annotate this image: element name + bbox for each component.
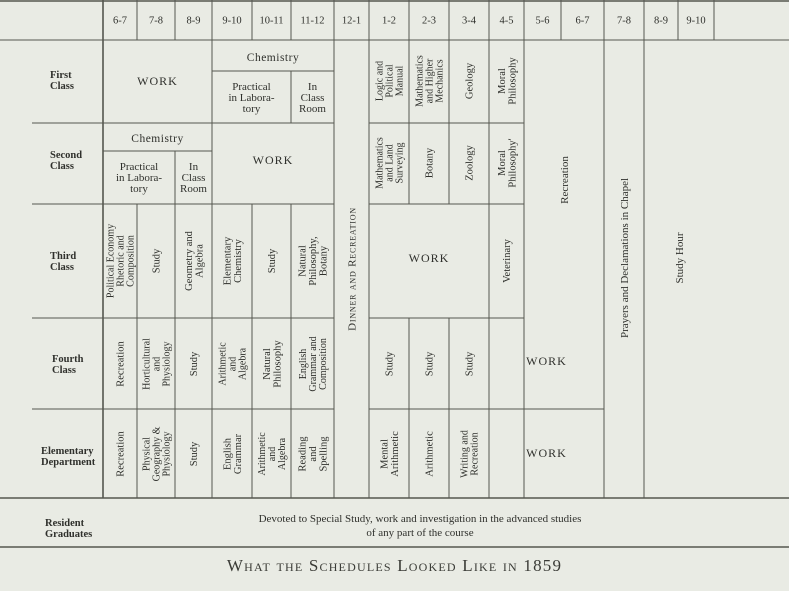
el-mental-arithmetic: MentalArithmetic — [379, 431, 401, 477]
sc-practical: Practical in Labora-tory — [115, 160, 163, 195]
fc-geology: Geology — [464, 62, 476, 100]
tc-elementary-chemistry: ElementaryChemistry — [222, 236, 244, 286]
sc-in-class-room: In Class Room — [180, 160, 207, 195]
hour-header-2: 7-8 — [149, 15, 163, 27]
el-writing-recreation: Writing andRecreation — [459, 430, 481, 478]
tc-study-1: Study — [151, 248, 163, 274]
hour-header-1: 6-7 — [113, 15, 127, 27]
fc4-study-3: Study — [424, 351, 436, 377]
hour-header-16: 9-10 — [686, 15, 706, 27]
row-label-first-class: First Class — [50, 70, 74, 93]
hour-header-5: 10-11 — [259, 15, 284, 27]
el-arithmetic-algebra: ArithmeticandAlgebra — [257, 432, 288, 476]
hour-header-8: 1-2 — [382, 15, 396, 27]
row-label-resident-graduates: Resident Graduates — [45, 518, 93, 541]
fc4-study-1: Study — [189, 351, 201, 377]
sc-moral-philosophy: MoralPhilosophy' — [496, 138, 519, 188]
hour-header-15: 8-9 — [654, 15, 668, 27]
hour-header-3: 8-9 — [186, 15, 201, 27]
tc-study-2: Study — [267, 248, 279, 274]
table-labels — [41, 16, 706, 541]
el-physical-geography: PhysicalGeography &Physiology — [141, 426, 173, 482]
fc-practical: Practical in Labora-tory — [228, 80, 275, 115]
figure-caption: What the Schedules Looked Like in 1859 — [226, 556, 563, 575]
fc-moral-philosophy: MoralPhilosophy — [496, 57, 519, 105]
sc-botany: Botany — [424, 147, 436, 179]
hour-header-14: 7-8 — [617, 15, 631, 27]
fc4-english-grammar: EnglishGrammar andComposition — [298, 336, 329, 392]
study-hour: Study Hour — [673, 232, 686, 284]
hour-header-13: 6-7 — [575, 15, 590, 27]
fc4-study-4: Study — [464, 351, 476, 377]
hour-header-7: 12-1 — [341, 15, 362, 27]
hour-header-6: 11-12 — [300, 15, 325, 27]
recreation-column: Recreation — [558, 156, 571, 204]
hour-header-10: 3-4 — [462, 15, 476, 27]
tc-veterinary: Veterinary — [502, 239, 514, 283]
dinner-and-recreation: Dinner and Recreation — [346, 207, 359, 331]
sc-chemistry: Chemistry — [131, 133, 184, 146]
fc-in-class-room: In Class Room — [299, 80, 326, 115]
fc4-study-2: Study — [384, 351, 396, 377]
el-reading-spelling: ReadingandSpelling — [297, 436, 330, 472]
graduates-text-line1: Devoted to Special Study, work and investigation in the advanced studies — [258, 512, 582, 525]
el-study: Study — [189, 441, 201, 467]
tc-geometry-algebra: Geometry andAlgebra — [183, 231, 206, 291]
sc-work: WORK — [252, 153, 294, 168]
fc4-arithmetic-algebra: ArithmeticandAlgebra — [217, 342, 249, 386]
fc-chemistry: Chemistry — [246, 52, 300, 65]
el-recreation: Recreation — [115, 431, 127, 477]
hour-header-11: 4-5 — [499, 15, 514, 27]
row-label-third-class: Third Class — [50, 251, 77, 274]
row-label-second-class: Second Class — [50, 150, 83, 173]
el-work: WORK — [526, 446, 567, 461]
fc4-recreation: Recreation — [115, 341, 127, 387]
sc-math-surveying: Mathematicsand LandSurveying — [374, 137, 406, 189]
sc-zoology: Zoology — [464, 145, 476, 181]
fc4-horticultural: HorticulturalandPhysiology — [141, 338, 173, 390]
fc4-natural-philosophy: NaturalPhilosophy — [261, 340, 284, 388]
fc-logic: Logic andPoliticalManual — [374, 60, 406, 102]
fc4-work: WORK — [526, 354, 567, 369]
el-english-grammar: EnglishGrammar — [222, 433, 244, 475]
fc-math-mechanics: Mathematicsand HigherMechanics — [414, 55, 446, 107]
hour-header-9: 2-3 — [422, 15, 436, 27]
tc-political-economy: Political EconomyRhetoric andComposition — [105, 223, 137, 299]
row-label-elementary: Elementary Department — [41, 446, 96, 469]
hour-header-4: 9-10 — [222, 15, 242, 27]
row-label-fourth-class: Fourth Class — [52, 354, 84, 377]
hour-header-12: 5-6 — [535, 15, 550, 27]
fc-work: WORK — [137, 74, 178, 89]
tc-natural-philosophy-botany: NaturalPhilosophy,Botany — [297, 236, 330, 286]
graduates-text-line2: of any part of the course — [366, 526, 474, 539]
prayers-declamations: Prayers and Declamations in Chapel — [618, 177, 631, 339]
tc-work: WORK — [408, 251, 450, 266]
el-arithmetic: Arithmetic — [424, 431, 436, 477]
